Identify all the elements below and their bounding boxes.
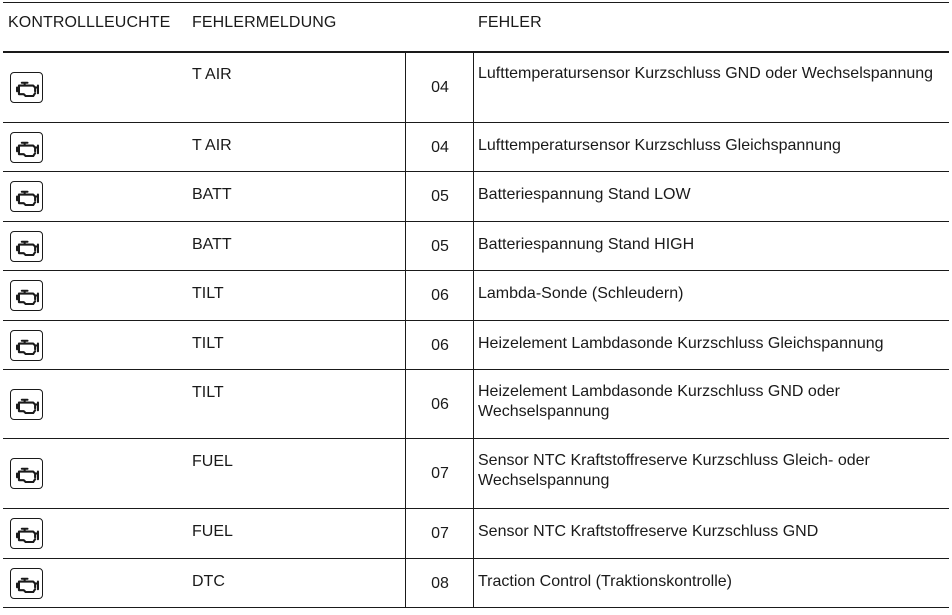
column-divider: [405, 321, 406, 370]
table-row: [0, 172, 952, 222]
table-row: [0, 271, 952, 321]
error-code: 06: [431, 337, 449, 354]
column-divider: [473, 52, 474, 123]
column-divider: [405, 439, 406, 509]
error-description: Lufttemperatursensor Kurzschluss GND oder Wechselspannung: [478, 65, 934, 82]
table-row: [0, 52, 952, 123]
column-divider: [473, 439, 474, 509]
error-code: 07: [431, 525, 449, 542]
error-message: TILT: [192, 335, 224, 352]
error-message: FUEL: [192, 523, 233, 540]
error-message: BATT: [192, 236, 232, 253]
engine-check-icon: [10, 181, 43, 212]
error-description: Lambda-Sonde (Schleudern): [478, 285, 684, 302]
column-divider: [405, 172, 406, 222]
column-divider: [473, 172, 474, 222]
table-row: [0, 222, 952, 271]
error-description: Heizelement Lambdasonde Kurzschluss GND oder Wechselspannung: [478, 383, 840, 420]
header-error: FEHLER: [478, 14, 542, 31]
engine-check-icon: [10, 518, 43, 549]
engine-check-icon: [10, 72, 43, 103]
column-divider: [405, 271, 406, 321]
error-message: FUEL: [192, 453, 233, 470]
table-row: [0, 509, 952, 559]
error-description: Batteriespannung Stand LOW: [478, 186, 691, 203]
error-message: BATT: [192, 186, 232, 203]
error-message: DTC: [192, 573, 225, 590]
error-description: Traction Control (Traktionskontrolle): [478, 573, 733, 590]
table-row: [0, 559, 952, 608]
header-message: FEHLERMELDUNG: [192, 14, 337, 31]
column-divider: [405, 52, 406, 123]
engine-check-icon: [10, 132, 43, 163]
table-row: [0, 370, 952, 439]
column-divider: [405, 370, 406, 439]
error-code: 07: [431, 465, 449, 482]
error-message: TILT: [192, 285, 224, 302]
column-divider: [473, 370, 474, 439]
column-divider: [405, 222, 406, 271]
engine-check-icon: [10, 458, 43, 489]
engine-check-icon: [10, 568, 43, 599]
error-description: Heizelement Lambdasonde Kurzschluss Gleichspannung: [478, 335, 884, 352]
column-divider: [473, 222, 474, 271]
column-divider: [473, 559, 474, 608]
table-row: [0, 439, 952, 509]
error-code: 05: [431, 188, 449, 205]
column-divider: [473, 123, 474, 172]
error-description: Sensor NTC Kraftstoffreserve Kurzschluss Gleich- oder Wechselspannung: [478, 452, 870, 489]
table-top-border: [3, 2, 949, 3]
error-message: T AIR: [192, 66, 232, 83]
error-code: 06: [431, 287, 449, 304]
error-code: 05: [431, 238, 449, 255]
error-code: 06: [431, 396, 449, 413]
row-divider: [3, 607, 949, 608]
engine-check-icon: [10, 389, 43, 420]
engine-check-icon: [10, 280, 43, 311]
column-divider: [405, 123, 406, 172]
error-description: Lufttemperatursensor Kurzschluss Gleichspannung: [478, 137, 841, 154]
table-row: [0, 321, 952, 370]
error-message: TILT: [192, 384, 224, 401]
table-row: [0, 123, 952, 172]
error-message: T AIR: [192, 137, 232, 154]
column-divider: [405, 509, 406, 559]
column-divider: [473, 321, 474, 370]
engine-check-icon: [10, 330, 43, 361]
column-divider: [473, 509, 474, 559]
column-divider: [405, 559, 406, 608]
engine-check-icon: [10, 231, 43, 262]
error-description: Sensor NTC Kraftstoffreserve Kurzschluss GND: [478, 523, 819, 540]
error-code: 04: [431, 139, 449, 156]
error-description: Batteriespannung Stand HIGH: [478, 236, 695, 253]
header-indicator: KONTROLLLEUCHTE: [8, 14, 171, 31]
error-code: 08: [431, 575, 449, 592]
column-divider: [473, 271, 474, 321]
error-code: 04: [431, 79, 449, 96]
